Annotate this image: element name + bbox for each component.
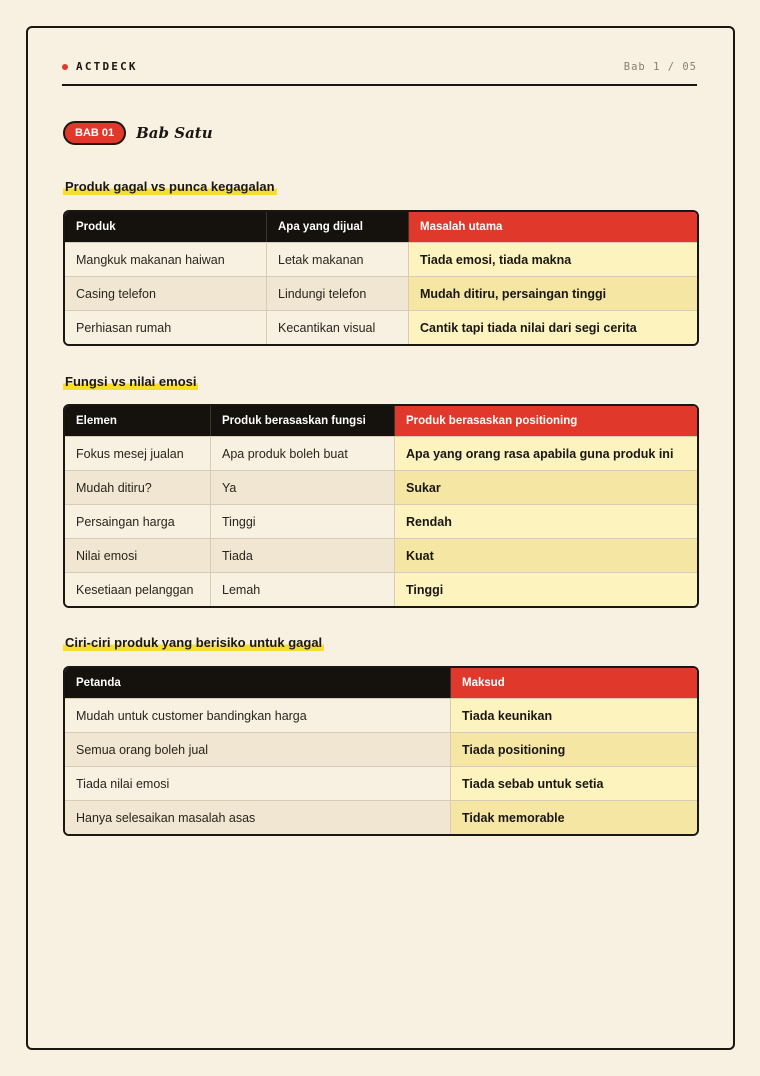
table-cell: Semua orang boleh jual — [65, 732, 451, 766]
table-cell: Kecantikan visual — [267, 310, 409, 344]
table-cell-highlight: Tiada positioning — [451, 732, 697, 766]
table-row — [65, 504, 697, 538]
table-cell: Tiada — [211, 538, 395, 572]
column-header: Petanda — [65, 668, 451, 698]
table-cell-highlight: Apa yang orang rasa apabila guna produk ini — [395, 436, 697, 470]
table-row — [65, 470, 697, 504]
table-cell: Hanya selesaikan masalah asas — [65, 800, 451, 834]
table-cell: Persaingan harga — [65, 504, 211, 538]
table-cell: Mangkuk makanan haiwan — [65, 242, 267, 276]
table-cell: Lemah — [211, 572, 395, 606]
column-header-highlight: Maksud — [451, 668, 697, 698]
table-cell-highlight: Tinggi — [395, 572, 697, 606]
table-cell: Lindungi telefon — [267, 276, 409, 310]
brand-name: ACTDECK — [76, 60, 138, 73]
table-cell-highlight: Tiada sebab untuk setia — [451, 766, 697, 800]
column-header-highlight: Masalah utama — [409, 212, 697, 242]
table-header-row — [65, 668, 697, 698]
table-cell-highlight: Rendah — [395, 504, 697, 538]
table-cell-highlight: Tiada keunikan — [451, 698, 697, 732]
table-cell: Mudah untuk customer bandingkan harga — [65, 698, 451, 732]
table-cell: Apa produk boleh buat — [211, 436, 395, 470]
table-cell: Tiada nilai emosi — [65, 766, 451, 800]
brand-dot-icon — [62, 64, 68, 70]
section-title-ciri-berisiko: Ciri-ciri produk yang berisiko untuk gagal — [65, 635, 323, 650]
table-cell: Ya — [211, 470, 395, 504]
table-row — [65, 698, 697, 732]
table-row — [65, 766, 697, 800]
column-header: Produk berasaskan fungsi — [211, 406, 395, 436]
table-cell: Perhiasan rumah — [65, 310, 267, 344]
section-title-produk-gagal: Produk gagal vs punca kegagalan — [65, 179, 275, 194]
column-header: Produk — [65, 212, 267, 242]
table-row — [65, 572, 697, 606]
column-header-highlight: Produk berasaskan positioning — [395, 406, 697, 436]
table-cell-highlight: Tidak memorable — [451, 800, 697, 834]
table-header-row — [65, 212, 697, 242]
table-cell-highlight: Tiada emosi, tiada makna — [409, 242, 697, 276]
table-row — [65, 276, 697, 310]
table-cell-highlight: Cantik tapi tiada nilai dari segi cerita — [409, 310, 697, 344]
table-produk-gagal — [63, 210, 699, 346]
table-row — [65, 436, 697, 470]
table-cell: Nilai emosi — [65, 538, 211, 572]
chapter-heading — [63, 121, 213, 145]
table-row — [65, 242, 697, 276]
table-cell: Letak makanan — [267, 242, 409, 276]
table-ciri-berisiko — [63, 666, 699, 836]
table-row — [65, 800, 697, 834]
table-cell: Kesetiaan pelanggan — [65, 572, 211, 606]
table-cell-highlight: Kuat — [395, 538, 697, 572]
table-cell: Fokus mesej jualan — [65, 436, 211, 470]
column-header: Elemen — [65, 406, 211, 436]
table-cell: Mudah ditiru? — [65, 470, 211, 504]
chapter-title: Bab Satu — [136, 124, 213, 142]
page-number: Bab 1 / 05 — [623, 61, 697, 73]
chapter-badge: BAB 01 — [63, 121, 126, 145]
section-title-fungsi-vs-emosi: Fungsi vs nilai emosi — [65, 374, 197, 389]
table-cell-highlight: Mudah ditiru, persaingan tinggi — [409, 276, 697, 310]
table-row — [65, 310, 697, 344]
table-cell-highlight: Sukar — [395, 470, 697, 504]
table-fungsi-vs-emosi — [63, 404, 699, 608]
table-row — [65, 538, 697, 572]
table-cell: Tinggi — [211, 504, 395, 538]
column-header: Apa yang dijual — [267, 212, 409, 242]
page-frame — [26, 26, 735, 1050]
page-header — [62, 60, 697, 86]
table-header-row — [65, 406, 697, 436]
table-cell: Casing telefon — [65, 276, 267, 310]
table-row — [65, 732, 697, 766]
brand — [62, 60, 138, 74]
